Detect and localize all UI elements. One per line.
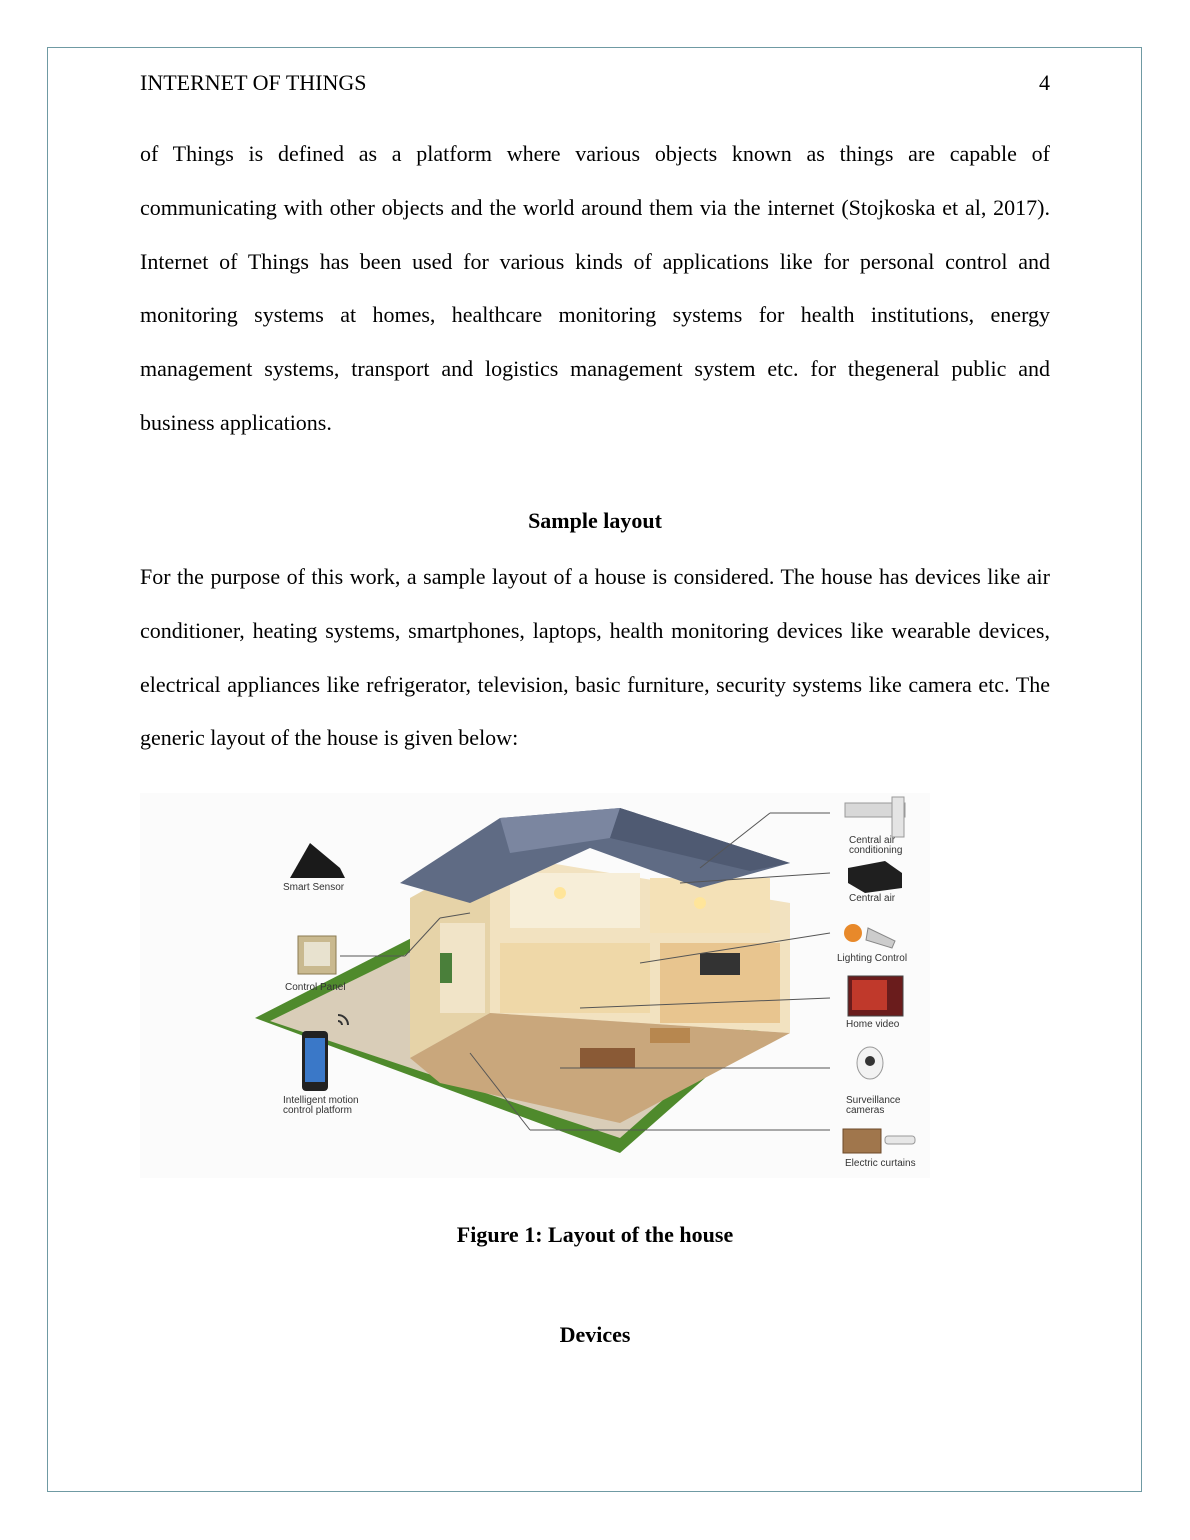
light-bulb-icon <box>844 924 862 942</box>
label-central-ac-line1: Central air <box>849 835 896 846</box>
body-paragraph-1: of Things is defined as a platform where various objects known as things are capable of communicating with other objects and the world around them via the internet (Stojkoska et al, 2017). Internet of Things has been used for various kinds of applications like for personal control and monitoring systems at homes, healthcare monitoring systems for health institutions, energy management systems, transport and logistics management system etc. for thegeneral public and business applications. <box>140 141 1050 435</box>
house-layout-figure <box>140 793 930 1178</box>
figure-caption: Figure 1: Layout of the house <box>456 1222 734 1247</box>
label-control-panel: Control Panel <box>285 982 346 993</box>
label-central-ac-line2: conditioning <box>849 845 903 856</box>
section-heading-devices: Devices <box>559 1322 631 1347</box>
label-motion-line2: control platform <box>283 1105 352 1116</box>
label-home-video: Home video <box>846 1019 900 1030</box>
section-heading-sample-layout: Sample layout <box>528 508 662 533</box>
page-number: 4 <box>1039 70 1050 95</box>
electric-curtains-device <box>843 1129 881 1153</box>
house-illustration <box>140 793 930 1178</box>
label-smart-sensor: Smart Sensor <box>283 882 345 893</box>
label-lighting-control: Lighting Control <box>837 953 908 964</box>
label-surveillance-line1: Surveillance <box>846 1095 901 1106</box>
body-paragraph-2: For the purpose of this work, a sample layout of a house is considered. The house has devices like air conditioner, heating systems, smartphones, laptops, health monitoring devices like wearable devices, electrical appliances like refrigerator, television, basic furniture, security systems like camera etc. The generic layout of the house is given below: <box>140 564 1050 751</box>
page-header <box>140 70 1050 100</box>
label-electric-curtains: Electric curtains <box>845 1158 916 1169</box>
label-central-air: Central air <box>849 893 896 904</box>
running-head-title: INTERNET OF THINGS <box>140 70 367 95</box>
label-motion-line1: Intelligent motion <box>283 1095 359 1106</box>
label-surveillance-line2: cameras <box>846 1105 885 1116</box>
